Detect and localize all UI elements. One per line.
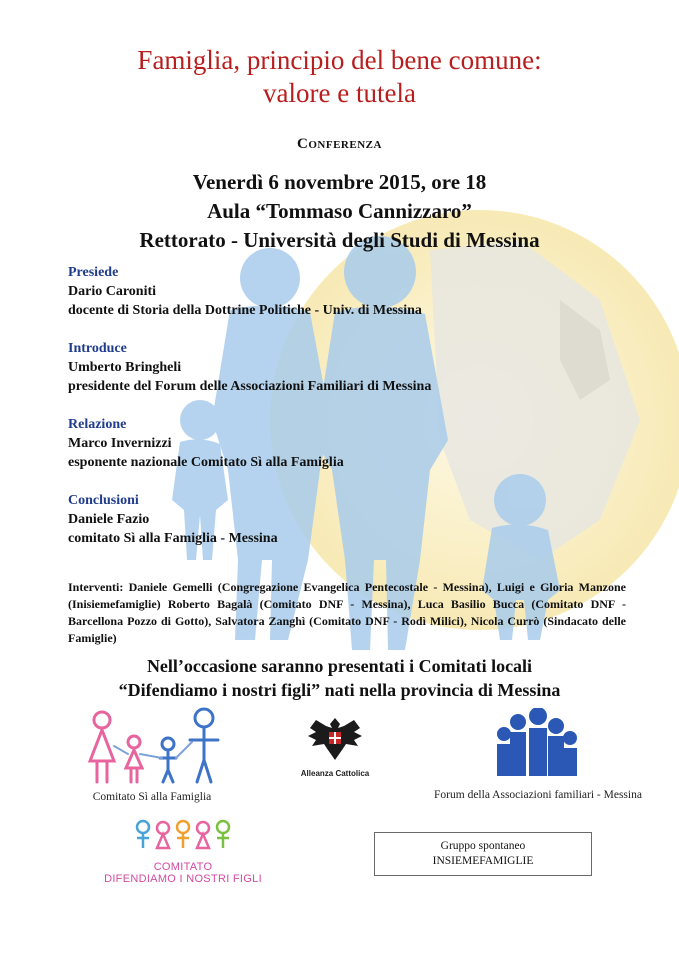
role-label: Presiede [68,265,119,280]
role-name: Marco Invernizzi [68,436,172,451]
event-details [0,168,679,255]
role-label: Introduce [68,341,127,356]
announcement [0,654,679,702]
role-name: Umberto Bringheli [68,360,182,375]
gruppo-line-2: INSIEMEFAMIGLIE [432,855,534,867]
interventi-paragraph: Interventi: Daniele Gemelli (Congregazione Evangelica Pentecostale - Messina), Luigi e Gloria Manzone (Inisiemefamiglie) Roberto Bagalà (Comitato DNF - Messina), Luca Basilio Bucca (Comitato DNF - Barcellona Pozzo di Gotto), Salvatora Zanghì (Comitato DNF - Rodì Milici), Nicola Currò (Sindacato delle Famiglie) [68,580,626,645]
comitato-line-2: DIFENDIAMO I NOSTRI FIGLI [104,873,262,885]
role-name: Dario Caroniti [68,284,157,299]
logo-alleanza-caption: Alleanza Cattolica [300,769,370,778]
logo-si-famiglia [72,706,232,803]
announcement-line-1: Nell’occasione saranno presentati i Comitati locali [146,656,533,676]
role-label: Relazione [68,417,127,432]
role-name: Daniele Fazio [68,512,150,527]
role-description: esponente nazionale Comitato Sì alla Famiglia [68,455,344,470]
event-venue: Aula “Tommaso Cannizzaro” [207,199,472,223]
logo-alleanza-cattolica [300,714,370,778]
role-description: presidente del Forum delle Associazioni Familiari di Messina [68,379,432,394]
eagle-icon [300,714,370,764]
event-date: Venerdì 6 novembre 2015, ore 18 [192,170,487,194]
role-presiede [68,263,528,320]
title-line-1: Famiglia, principio del bene comune: [137,45,542,75]
role-relazione [68,415,528,472]
logo-forum [418,708,658,801]
children-icon [98,818,268,856]
poster-title [0,44,679,110]
title-line-2: valore e tutela [263,78,416,108]
event-institution: Rettorato - Università degli Studi di Messina [139,228,540,252]
role-introduce [68,339,528,396]
gruppo-insiemefamiglie-box [374,832,592,876]
comitato-line-1: COMITATO [153,861,213,873]
speaker-list [68,263,528,567]
role-label: Conclusioni [68,493,139,508]
family-logo-icon [72,706,232,786]
role-conclusioni [68,491,528,548]
role-description: comitato Sì alla Famiglia - Messina [68,531,278,546]
role-description: docente di Storia della Dottrine Politiche - Univ. di Messina [68,303,422,318]
gruppo-line-1: Gruppo spontaneo [440,840,526,852]
forum-people-icon [418,708,658,784]
conference-label: Conferenza [297,136,382,152]
logo-comitato-dnf [98,818,268,885]
logo-forum-caption: Forum della Associazioni familiari - Messina [434,789,642,801]
announcement-line-2: “Difendiamo i nostri figli” nati nella provincia di Messina [118,680,561,700]
logo-si-famiglia-caption: Comitato Sì alla Famiglia [92,791,212,803]
